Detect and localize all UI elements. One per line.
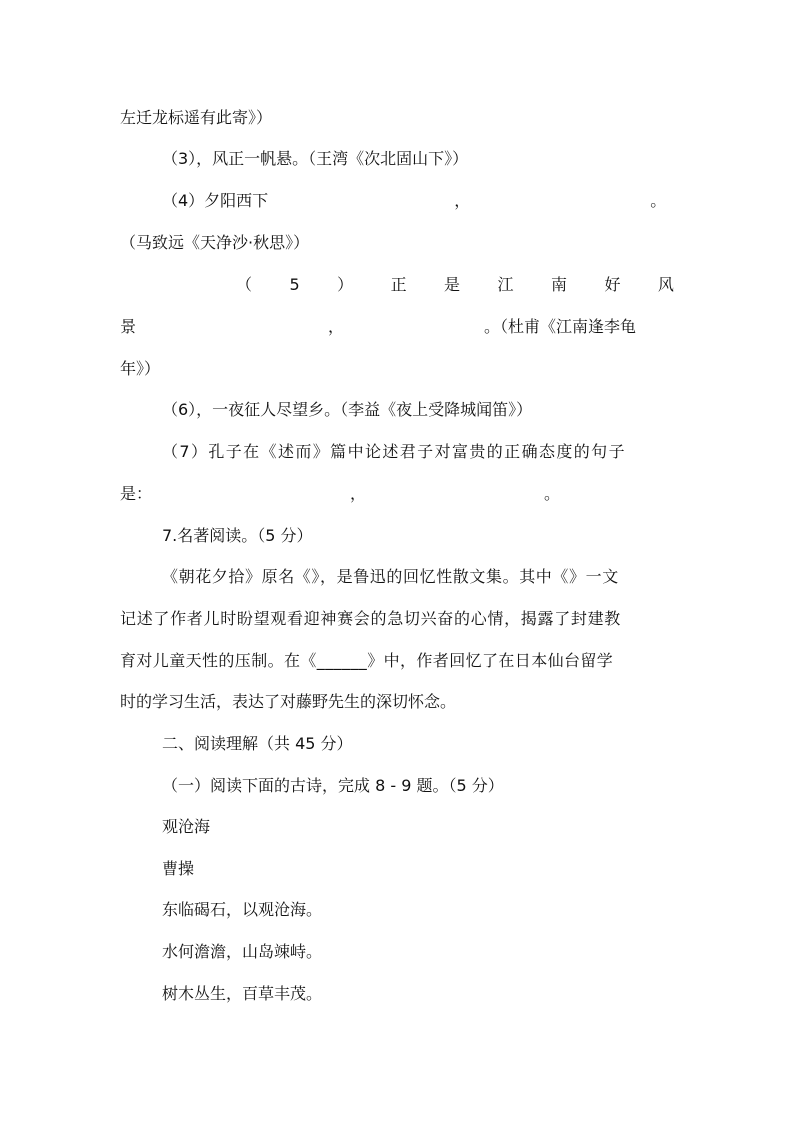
q5-char: 是: [444, 275, 461, 294]
poem-title: 观沧海: [162, 817, 211, 836]
poem-line: 水何澹澹，山岛竦峙。: [162, 942, 323, 961]
q5-char: 江: [497, 275, 514, 294]
subsection-1-heading: （一）阅读下面的古诗，完成 8 - 9 题。（5 分）: [162, 776, 504, 795]
poem-line: 树木丛生，百草丰茂。: [162, 984, 323, 1003]
question-5-continuation: 年》）: [120, 359, 161, 378]
question-3: （3），风正一帆悬。（王湾《次北固山下》）: [162, 149, 469, 168]
q5-char: 风: [657, 275, 674, 294]
punct-period: 。: [544, 484, 561, 503]
section-7-paragraph-line: 育对儿童天性的压制。在《______》中，作者回忆了在日本仙台留学: [120, 651, 614, 670]
question-6: （6），一夜征人尽望乡。（李益《夜上受降城闻笛》）: [162, 400, 533, 419]
section-7-title: 7.名著阅读。（5 分）: [162, 526, 313, 545]
q5-char: （: [236, 275, 253, 294]
poem-author: 曹操: [162, 859, 195, 878]
question-4: [162, 189, 666, 213]
section-7-paragraph-line: 《朝花夕拾》原名《》，是鲁迅的回忆性散文集。其中《》一文: [162, 567, 619, 586]
q7-prefix: 是：: [120, 484, 153, 503]
q5-char: 南: [550, 275, 567, 294]
q5-char: 5: [289, 275, 300, 294]
question-5-second-line: [120, 315, 636, 339]
poem-source-continuation: 左迁龙标遥有此寄》）: [120, 108, 273, 127]
punct-period: 。: [650, 191, 667, 210]
section-7-paragraph-line: 时的学习生活，表达了对藤野先生的深切怀念。: [120, 692, 457, 711]
section-7-paragraph-line: 记述了作者儿时盼望观看迎神赛会的急切兴奋的心情，揭露了封建教: [120, 609, 622, 628]
q5-char: 正: [390, 275, 407, 294]
question-4-text: （4）夕阳西下: [162, 191, 269, 210]
question-5-first-line: [236, 273, 674, 297]
q5-start: 景: [120, 317, 137, 336]
q5-end: 。（杜甫《江南逢李龟: [484, 317, 637, 336]
q5-char: ）: [337, 275, 354, 294]
question-7: （7）孔子在《述而》篇中论述君子对富贵的正确态度的句子: [162, 442, 626, 461]
question-7-answer-line: [120, 482, 560, 506]
question-4-source: （马致远《天净沙·秋思》）: [120, 233, 310, 252]
punct-comma: ，: [454, 191, 471, 210]
poem-line: 东临碣石，以观沧海。: [162, 900, 323, 919]
punct-comma: ，: [328, 317, 345, 336]
part-2-heading: 二、阅读理解（共 45 分）: [162, 734, 353, 753]
punct-comma: ，: [350, 484, 367, 503]
q5-char: 好: [604, 275, 621, 294]
